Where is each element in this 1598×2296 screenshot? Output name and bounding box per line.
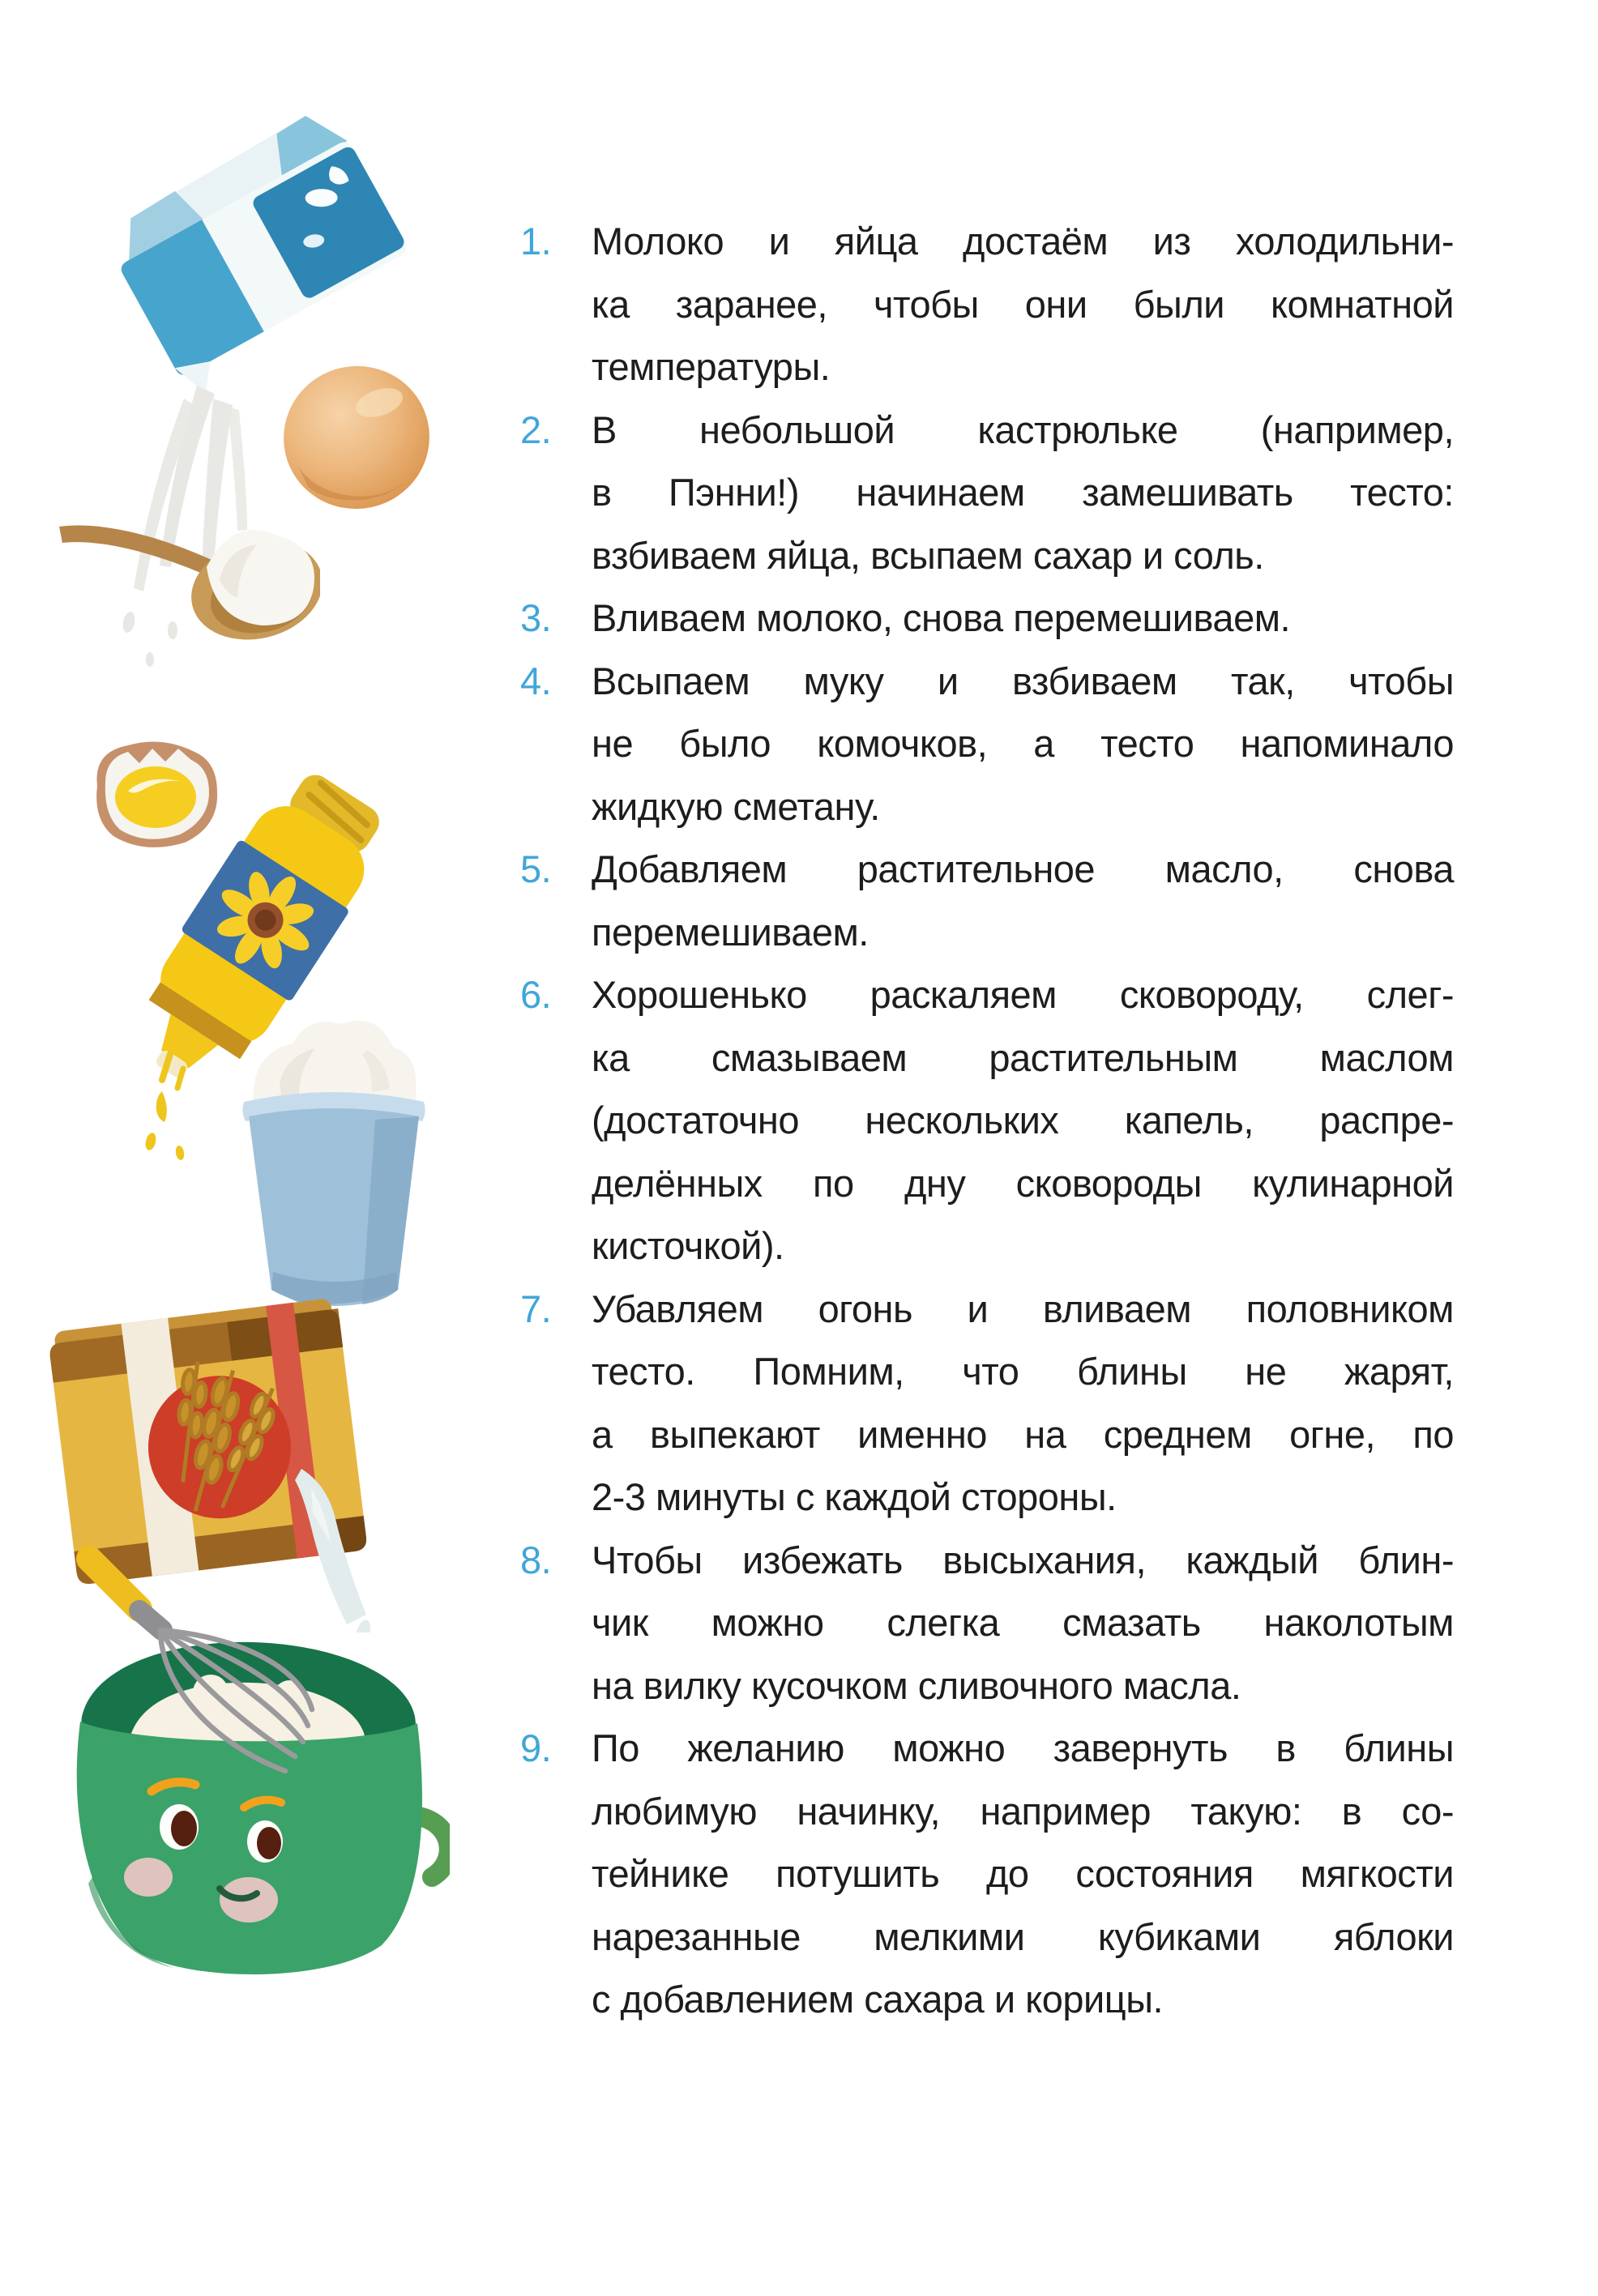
step-line: тейнике потушить до состояния мягкости: [592, 1852, 1454, 1895]
whisk-wires: [160, 1630, 312, 1771]
step-lines: [592, 963, 1454, 1278]
step-lines: [592, 1717, 1454, 2031]
step-line: Вливаем молоко, снова перемешиваем.: [592, 596, 1291, 639]
step-line: на вилку кусочком сливочного масла.: [592, 1663, 1241, 1707]
step-line: По желанию можно завернуть в блины: [592, 1726, 1454, 1769]
step-number: 6.: [520, 973, 552, 1016]
step-line: Убавляем огонь и вливаем половником: [592, 1287, 1454, 1330]
step-line: любимую начинку, например такую: в со-: [592, 1789, 1454, 1833]
step-lines: [592, 1529, 1454, 1718]
step-line: чик можно слегка смазать наколотым: [592, 1601, 1454, 1644]
egg-illustration: [276, 361, 438, 514]
step-line: Чтобы избежать высыхания, каждый блин-: [592, 1538, 1454, 1581]
step-number: 3.: [520, 596, 552, 639]
step-line: Добавляем растительное масло, снова: [592, 847, 1454, 890]
step-line: В небольшой кастрюльке (например,: [592, 408, 1454, 451]
spoon-with-sugar-illustration: [53, 502, 320, 648]
step-number: 7.: [520, 1287, 552, 1330]
step-lines: [592, 210, 1454, 399]
step-lines: [592, 650, 1454, 839]
step-line: кисточкой).: [592, 1224, 784, 1267]
step-number: 5.: [520, 847, 552, 890]
step-line: ка смазываем растительным маслом: [592, 1035, 1454, 1079]
step-line: Хорошенько раскаляем сковороду, слег-: [592, 973, 1454, 1016]
recipe-step: [520, 1529, 1454, 1718]
step-line: температуры.: [592, 345, 831, 388]
step-number: 1.: [520, 220, 552, 262]
recipe-step: [520, 210, 1454, 399]
step-number: 8.: [520, 1538, 552, 1581]
whisk-illustration: [65, 1539, 332, 1790]
step-line: не было комочков, а тесто напоминало: [592, 722, 1454, 765]
step-lines: [592, 587, 1454, 650]
recipe-step: [520, 650, 1454, 839]
step-line: делённых по дну сковороды кулинарной: [592, 1161, 1454, 1205]
step-lines: [592, 838, 1454, 963]
step-line: 2-3 минуты с каждой стороны.: [592, 1475, 1117, 1518]
step-lines: [592, 399, 1454, 587]
step-line: (достаточно нескольких капель, распре-: [592, 1099, 1454, 1142]
step-line: ка заранее, чтобы они были комнатной: [592, 282, 1454, 326]
step-line: тесто. Помним, что блины не жарят,: [592, 1350, 1454, 1393]
step-number: 4.: [520, 659, 552, 702]
recipe-step: [520, 587, 1454, 650]
step-number: 2.: [520, 408, 552, 451]
step-line: нарезанные мелкими кубиками яблоки: [592, 1914, 1454, 1958]
recipe-step: [520, 963, 1454, 1278]
recipe-step: [520, 1717, 1454, 2031]
step-line: перемешиваем.: [592, 910, 869, 954]
step-line: жидкую сметану.: [592, 784, 880, 828]
step-lines: [592, 1278, 1454, 1529]
recipe-steps: [488, 210, 1454, 2031]
cup-of-flour-illustration: [231, 1005, 434, 1312]
step-line: Всыпаем муку и взбиваем так, чтобы: [592, 659, 1454, 702]
step-line: взбиваем яйца, всыпаем сахар и соль.: [592, 533, 1264, 577]
recipe-step: [520, 1278, 1454, 1529]
recipe-step: [520, 399, 1454, 587]
step-line: а выпекают именно на среднем огне, по: [592, 1412, 1454, 1456]
step-line: в Пэнни!) начинаем замешивать тесто:: [592, 471, 1454, 514]
step-line: с добавлением сахара и корицы.: [592, 1978, 1164, 2021]
step-line: Молоко и яйца достаём из холодильни-: [592, 220, 1454, 262]
step-number: 9.: [520, 1726, 552, 1769]
recipe-step: [520, 838, 1454, 963]
